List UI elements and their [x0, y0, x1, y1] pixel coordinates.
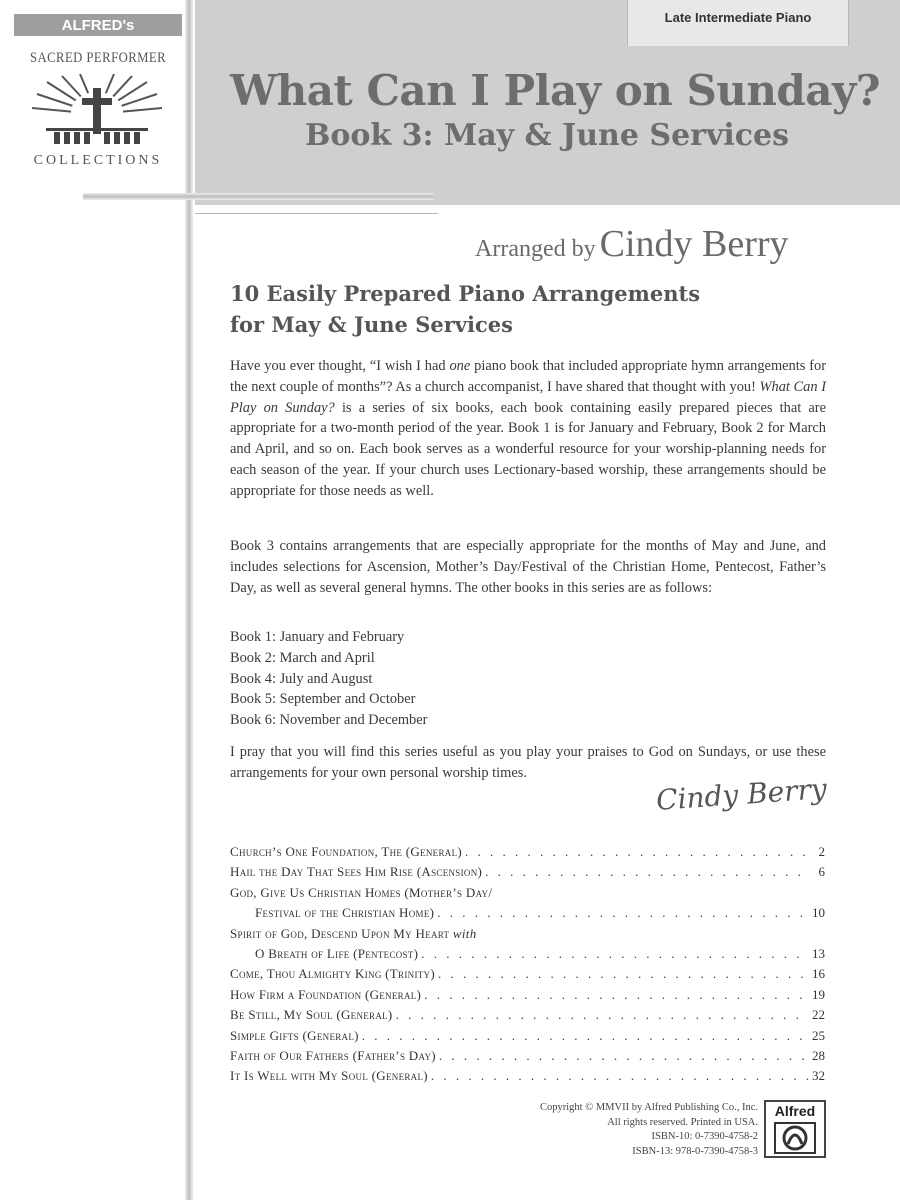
toc-leader — [431, 1068, 809, 1084]
arranger-prefix: Arranged by — [475, 236, 596, 262]
toc-title: Festival of the Christian Home) — [255, 905, 435, 921]
publisher-logo — [764, 1100, 826, 1158]
divider-line — [195, 213, 438, 214]
p1-series-title: What Can I Play on Sunday? — [230, 378, 826, 416]
copyright-block — [480, 1101, 758, 1159]
toc-row — [230, 864, 825, 884]
toc-row — [230, 1028, 825, 1048]
intro-paragraph-3: I pray that you will find this series useful as you play your praises to God on Sundays, or use these arrangements for your own personal worship times. — [230, 744, 826, 781]
toc-title: Faith of Our Fathers (Father’s Day) — [230, 1047, 436, 1063]
toc-title: Simple Gifts (General) — [230, 1027, 359, 1043]
section-heading — [230, 278, 830, 340]
p1-text-b: piano book that included appropriate hymn arrangements for the next couple of months”? As a church accompanist, I have shared that thought with you! — [230, 358, 827, 395]
toc-page: 19 — [812, 986, 825, 1002]
heading-line-1: 10 Easily Prepared Piano Arrangements — [230, 281, 701, 306]
toc-row — [230, 987, 825, 1007]
toc-title: Come, Thou Almighty King (Trinity) — [230, 966, 435, 982]
copyright-line: Copyright © MMVII by Alfred Publishing Co., Inc. — [540, 1102, 758, 1113]
toc-leader — [421, 946, 809, 962]
series-tag: ALFRED's — [14, 14, 182, 36]
table-of-contents — [230, 844, 825, 1089]
toc-row — [230, 946, 825, 966]
toc-row — [230, 1068, 825, 1088]
list-item: Book 5: September and October — [230, 691, 416, 708]
intro-paragraph-1 — [230, 356, 826, 502]
heading-line-2: for May & June Services — [230, 312, 513, 337]
toc-title: O Breath of Life (Pentecost) — [255, 945, 419, 961]
toc-leader — [424, 987, 809, 1003]
toc-page: 2 — [818, 844, 825, 859]
book-list — [230, 627, 630, 731]
toc-row — [230, 905, 825, 925]
toc-title-text: Spirit of God, Descend Upon My Heart — [230, 925, 450, 941]
toc-row — [230, 966, 825, 986]
toc-row — [230, 844, 825, 864]
toc-page: 10 — [812, 905, 825, 921]
p1-text-c: is a series of six books, each book containing easily prepared pieces that are appropriate for a two-month period of the year. Book 1 is for January and February, Book 2 for March and April, and so on. Each book serves as a wonderful resource for your worship-planning needs for each season of the year. If your church uses Lectionary-based worship, these arrangements should be appropriate for those needs as well. — [230, 399, 826, 499]
arranger-credit — [475, 222, 875, 266]
toc-title: Church’s One Foundation, The (General) — [230, 844, 463, 859]
toc-leader — [485, 864, 810, 880]
toc-with: with — [452, 925, 477, 941]
toc-row — [230, 926, 825, 946]
isbn13-line: ISBN-13: 978-0-7390-4758-3 — [632, 1145, 758, 1157]
p1-emphasis: one — [449, 358, 471, 374]
toc-leader — [362, 1028, 809, 1044]
page-subtitle: Book 3: May & June Services — [305, 118, 790, 153]
toc-page: 28 — [812, 1047, 825, 1063]
toc-title: How Firm a Foundation (General) — [230, 986, 422, 1002]
toc-row — [230, 1007, 825, 1027]
series-name-top: SACRED PERFORMER — [29, 50, 167, 66]
signature: Cindy Berry — [655, 772, 828, 817]
page-title: What Can I Play on Sunday? — [230, 66, 880, 115]
toc-page: 32 — [812, 1068, 825, 1084]
toc-leader — [438, 966, 809, 982]
toc-leader — [437, 905, 809, 921]
cross-horizontal-line — [83, 193, 433, 200]
toc-row — [230, 885, 825, 905]
toc-title: Be Still, My Soul (General) — [230, 1007, 393, 1023]
arranger-name: Cindy Berry — [599, 223, 789, 265]
cross-sunburst-icon — [32, 74, 162, 152]
toc-page: 16 — [812, 966, 825, 982]
list-item: Book 2: March and April — [230, 649, 375, 666]
rights-line: All rights reserved. Printed in USA. — [607, 1116, 758, 1128]
toc-leader — [396, 1007, 809, 1023]
toc-page: 25 — [812, 1027, 825, 1043]
toc-title: It Is Well with My Soul (General) — [230, 1068, 428, 1084]
cross-vertical-line — [185, 0, 193, 1200]
toc-title: Hail the Day That Sees Him Rise (Ascension) — [230, 864, 483, 880]
toc-title — [230, 926, 477, 942]
list-item: Book 6: November and December — [230, 712, 428, 729]
toc-page: 22 — [812, 1007, 825, 1023]
level-label: Late Intermediate Piano — [627, 0, 849, 46]
toc-page: 13 — [812, 945, 825, 961]
series-name-bottom: COLLECTIONS — [33, 153, 163, 168]
toc-leader — [465, 844, 810, 860]
toc-leader — [439, 1048, 809, 1064]
intro-paragraph-2: Book 3 contains arrangements that are especially appropriate for the months of May and June, and includes selections for Ascension, Mother’s Day/Festival of the Christian Home, Pentecost, Father’s Day, as well as several general hymns. The other books in this series are as follows: — [230, 538, 826, 596]
isbn10-line: ISBN-10: 0-7390-4758-2 — [651, 1131, 758, 1143]
toc-title: God, Give Us Christian Homes (Mother’s Day/ — [230, 884, 493, 900]
toc-row — [230, 1048, 825, 1068]
list-item: Book 4: July and August — [230, 670, 373, 687]
list-item: Book 1: January and February — [230, 629, 405, 645]
toc-page: 6 — [818, 864, 825, 880]
publisher-emblem-icon — [774, 1122, 816, 1154]
p1-text-a: Have you ever thought, “I wish I had — [230, 358, 450, 374]
publisher-name: Alfred — [774, 1103, 816, 1119]
